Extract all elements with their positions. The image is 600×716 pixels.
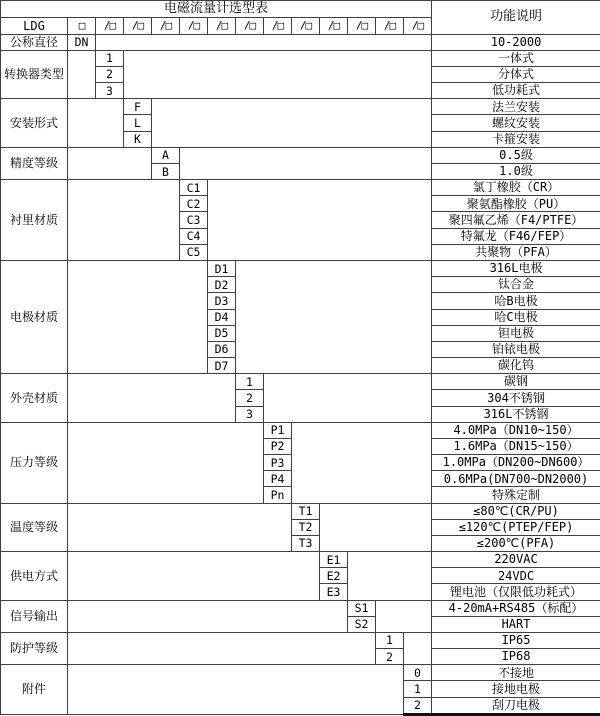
description-cell: 哈B电极 xyxy=(432,293,600,309)
section-label: 压力等级 xyxy=(1,422,68,503)
description-cell: 特殊定制 xyxy=(432,487,600,503)
description-cell: 氯丁橡胶（CR） xyxy=(432,180,600,196)
filler-cell-left xyxy=(68,503,292,552)
code-cell: D1 xyxy=(208,260,236,276)
description-cell: 220VAC xyxy=(432,552,600,568)
description-cell: 特氟龙（F46/FEP） xyxy=(432,228,600,244)
model-slot: /□ xyxy=(264,18,292,34)
description-cell: 接地电极 xyxy=(432,681,600,697)
filler-cell-right xyxy=(264,374,432,423)
filler-cell-right xyxy=(376,600,432,632)
code-cell: D2 xyxy=(208,277,236,293)
code-cell: L xyxy=(124,115,152,131)
description-cell: 钽电极 xyxy=(432,325,600,341)
filler-cell-right xyxy=(320,503,432,552)
section-label: 温度等级 xyxy=(1,503,68,552)
filler-cell-right xyxy=(208,180,432,261)
section-label: 安装形式 xyxy=(1,99,68,148)
section-label: 外壳材质 xyxy=(1,374,68,423)
section-label: 信号输出 xyxy=(1,600,68,632)
code-cell: 0 xyxy=(404,665,432,681)
code-cell: T2 xyxy=(292,519,320,535)
model-slot: /□ xyxy=(320,18,348,34)
description-cell: 钛合金 xyxy=(432,277,600,293)
filler-cell-left xyxy=(68,632,376,664)
code-cell: D6 xyxy=(208,341,236,357)
section-label: 精度等级 xyxy=(1,147,68,179)
code-cell: D7 xyxy=(208,358,236,374)
description-cell: 螺纹安装 xyxy=(432,115,600,131)
selection-table-body xyxy=(1,1,600,715)
description-cell: 聚四氟乙烯（F4/PTFE） xyxy=(432,212,600,228)
filler-cell-left xyxy=(68,260,208,373)
model-slot-first: □ xyxy=(68,18,96,34)
code-cell: S2 xyxy=(348,616,376,632)
model-prefix: LDG xyxy=(1,18,68,34)
description-cell: 316L不锈钢 xyxy=(432,406,600,422)
section-label: 电极材质 xyxy=(1,260,68,373)
code-cell: C2 xyxy=(180,196,208,212)
filler-cell-left xyxy=(68,665,404,715)
filler-cell-left xyxy=(68,50,96,99)
model-slot: /□ xyxy=(124,18,152,34)
code-cell: 1 xyxy=(404,681,432,697)
description-cell: 1.0级 xyxy=(432,163,600,179)
description-cell: 316L电极 xyxy=(432,260,600,276)
code-cell: 1 xyxy=(96,50,124,66)
filler-cell-left xyxy=(68,374,236,423)
description-cell: 4-20mA+RS485（标配） xyxy=(432,600,600,616)
filler-cell-left xyxy=(68,147,152,179)
filler-cell-right xyxy=(236,260,432,373)
section-label: 公称直径 xyxy=(1,34,68,50)
code-cell: T1 xyxy=(292,503,320,519)
filler-cell-right xyxy=(404,632,432,664)
code-cell: E1 xyxy=(320,552,348,568)
code-cell: 2 xyxy=(96,66,124,82)
description-cell: 锂电池（仅限低功耗式） xyxy=(432,584,600,600)
description-cell: 碳化钨 xyxy=(432,358,600,374)
code-cell: C1 xyxy=(180,180,208,196)
description-cell: 铂铱电极 xyxy=(432,341,600,357)
section-label: 附件 xyxy=(1,665,68,715)
code-cell: 2 xyxy=(404,697,432,714)
code-cell: P1 xyxy=(264,422,292,438)
filler-cell-right xyxy=(124,50,432,99)
filler-cell-left xyxy=(68,180,180,261)
filler-cell-right xyxy=(348,552,432,601)
code-cell: C3 xyxy=(180,212,208,228)
filler-cell-right xyxy=(292,422,432,503)
model-slot: /□ xyxy=(292,18,320,34)
description-cell: HART xyxy=(432,616,600,632)
description-cell: 低功耗式 xyxy=(432,83,600,99)
code-cell: DN xyxy=(68,34,96,50)
description-cell: IP68 xyxy=(432,649,600,665)
description-cell: 分体式 xyxy=(432,66,600,82)
description-cell: 1.0MPa（DN200~DN600） xyxy=(432,455,600,471)
description-cell: 一体式 xyxy=(432,50,600,66)
code-cell: 1 xyxy=(376,632,404,648)
description-cell: 不接地 xyxy=(432,665,600,681)
description-cell: 4.0MPa（DN10~150） xyxy=(432,422,600,438)
code-cell: B xyxy=(152,163,180,179)
filler-cell-left xyxy=(68,552,320,601)
code-cell: P4 xyxy=(264,471,292,487)
section-label: 防护等级 xyxy=(1,632,68,664)
model-slot: /□ xyxy=(208,18,236,34)
code-cell: D5 xyxy=(208,325,236,341)
description-cell: ≤120℃(PTEP/FEP) xyxy=(432,519,600,535)
table-title: 电磁流量计选型表 xyxy=(1,1,432,18)
code-cell: P3 xyxy=(264,455,292,471)
function-header: 功能说明 xyxy=(432,1,600,35)
code-cell: E2 xyxy=(320,568,348,584)
code-cell: Pn xyxy=(264,487,292,503)
filler-cell-left xyxy=(68,422,264,503)
code-cell: F xyxy=(124,99,152,115)
model-slot: /□ xyxy=(152,18,180,34)
code-cell: 3 xyxy=(236,406,264,422)
code-cell: T3 xyxy=(292,535,320,551)
filler-cell-right xyxy=(152,99,432,148)
description-cell: 0.6MPa(DN700~DN2000) xyxy=(432,471,600,487)
code-cell: D3 xyxy=(208,293,236,309)
filler-cell-right xyxy=(96,34,432,50)
code-cell: 1 xyxy=(236,374,264,390)
filler-cell-left xyxy=(68,99,124,148)
code-cell: 2 xyxy=(236,390,264,406)
code-cell: S1 xyxy=(348,600,376,616)
code-cell: C5 xyxy=(180,244,208,260)
description-cell: 法兰安装 xyxy=(432,99,600,115)
description-cell: 304不锈钢 xyxy=(432,390,600,406)
filler-cell-right xyxy=(180,147,432,179)
section-label: 衬里材质 xyxy=(1,180,68,261)
description-cell: 共聚物（PFA） xyxy=(432,244,600,260)
code-cell: 3 xyxy=(96,83,124,99)
section-label: 供电方式 xyxy=(1,552,68,601)
description-cell: 哈C电极 xyxy=(432,309,600,325)
description-cell: IP65 xyxy=(432,632,600,648)
description-cell: 碳钢 xyxy=(432,374,600,390)
code-cell: P2 xyxy=(264,438,292,454)
model-slot: /□ xyxy=(376,18,404,34)
description-cell: 聚氨酯橡胶（PU） xyxy=(432,196,600,212)
model-slot: /□ xyxy=(348,18,376,34)
model-slot: /□ xyxy=(236,18,264,34)
code-cell: D4 xyxy=(208,309,236,325)
model-slot: /□ xyxy=(96,18,124,34)
description-cell: ≤200℃(PFA) xyxy=(432,535,600,551)
code-cell: 2 xyxy=(376,649,404,665)
model-slot: /□ xyxy=(180,18,208,34)
code-cell: K xyxy=(124,131,152,147)
description-cell: 10-2000 xyxy=(432,34,600,50)
model-slot: /□ xyxy=(404,18,432,34)
filler-cell-left xyxy=(68,600,348,632)
description-cell: ≤80℃(CR/PU) xyxy=(432,503,600,519)
code-cell: A xyxy=(152,147,180,163)
code-cell: C4 xyxy=(180,228,208,244)
description-cell: 0.5级 xyxy=(432,147,600,163)
description-cell: 24VDC xyxy=(432,568,600,584)
description-cell: 刮刀电极 xyxy=(432,697,600,714)
description-cell: 卡箍安装 xyxy=(432,131,600,147)
code-cell: E3 xyxy=(320,584,348,600)
description-cell: 1.6MPa（DN15~150） xyxy=(432,438,600,454)
section-label: 转换器类型 xyxy=(1,50,68,99)
